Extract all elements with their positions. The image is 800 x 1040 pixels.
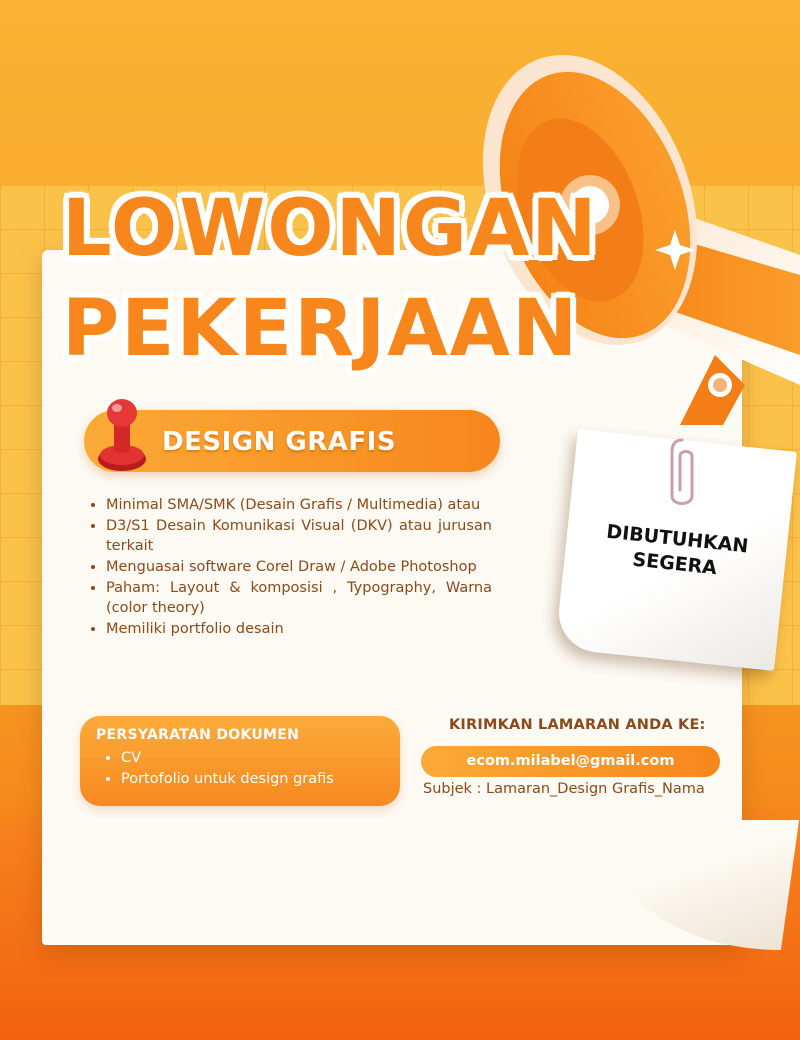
paper-clip-icon <box>668 436 696 514</box>
documents-title: PERSYARATAN DOKUMEN <box>96 727 300 743</box>
list-item: • CV <box>121 748 334 769</box>
push-pin-icon <box>92 395 152 475</box>
position-label: DESIGN GRAFIS <box>162 427 397 457</box>
title-line-2: PEKERJAAN <box>62 284 580 374</box>
list-item: • Portofolio untuk design grafis <box>121 769 334 790</box>
email-link[interactable]: ecom.milabel@gmail.com <box>421 746 720 777</box>
note-line-2: SEGERA <box>631 548 718 580</box>
list-item: • Menguasai software Corel Draw / Adobe Photoshop <box>106 557 492 577</box>
list-item: • Paham: Layout & komposisi , Typography, Warna (color theory) <box>106 578 492 618</box>
title-line-1: LOWONGAN <box>62 184 599 274</box>
documents-list <box>103 748 334 790</box>
list-item: • Minimal SMA/SMK (Desain Grafis / Multimedia) atau <box>106 495 492 515</box>
requirements-list <box>88 495 492 640</box>
email-subject: Subjek : Lamaran_Design Grafis_Nama <box>423 781 705 797</box>
apply-title: KIRIMKAN LAMARAN ANDA KE: <box>449 717 706 733</box>
list-item: • D3/S1 Desain Komunikasi Visual (DKV) atau jurusan terkait <box>106 516 492 556</box>
note-line-1: DIBUTUHKAN <box>605 520 750 558</box>
list-item: • Memiliki portfolio desain <box>106 619 492 639</box>
